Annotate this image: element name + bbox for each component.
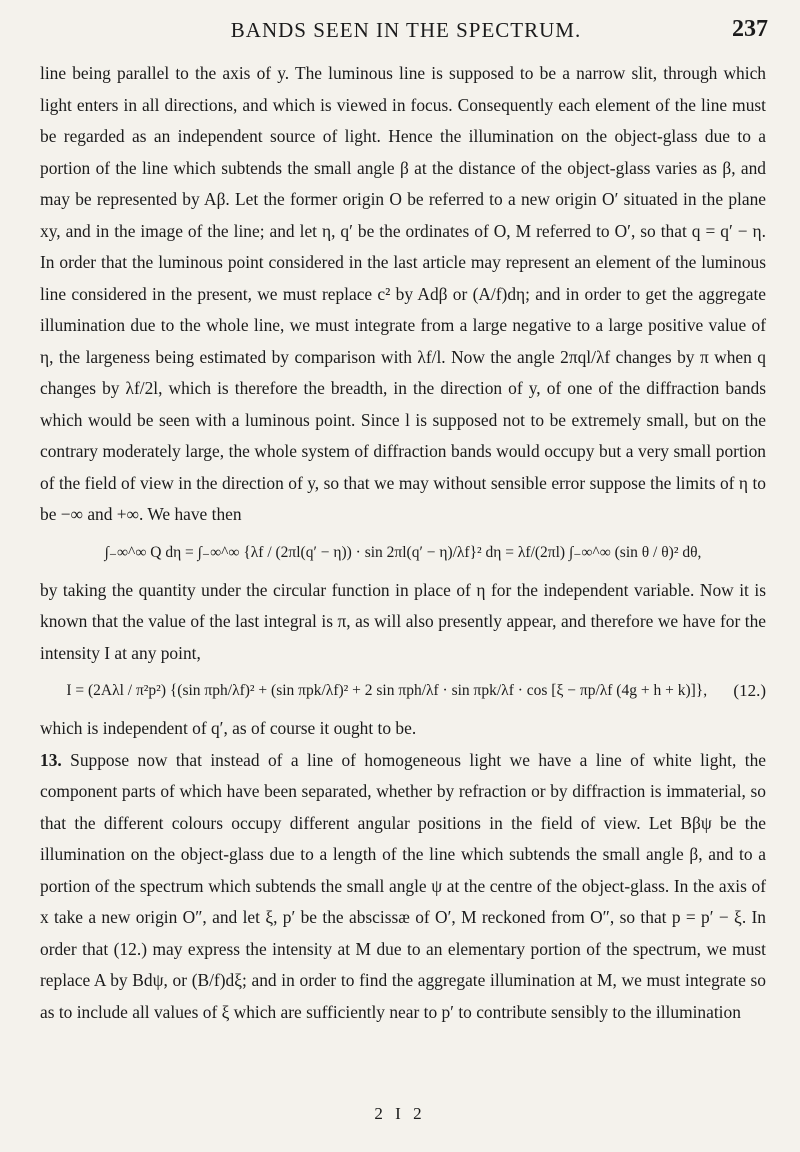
page-number: 237 [732, 16, 768, 42]
equation-number: (12.) [733, 681, 766, 700]
body-text [40, 58, 766, 1028]
section-number: 13. [40, 749, 62, 770]
running-title: BANDS SEEN IN THE SPECTRUM. [230, 18, 582, 42]
running-head [40, 16, 772, 46]
equation-intensity-body: I = (2Aλl / π²p²) {(sin πph/λf)² + (sin πpk/λf)² + 2 sin πph/λf · sin πpk/λf · cos [ξ − πp/λf (4g + h + k)]}, [66, 682, 708, 699]
equation-integral: ∫₋∞^∞ Q dη = ∫₋∞^∞ {λf / (2πl(q′ − η)) · sin 2πl(q′ − η)/λf}² dη = λf/(2πl) ∫₋∞^∞ (sin θ / θ)² dθ, [104, 543, 702, 561]
paragraph-1: line being parallel to the axis of y. The luminous line is supposed to be a narrow slit, through which light enters in all directions, and which is viewed in focus. Consequently each element of the line must be regarded as an independent source of light. Hence the illumination on the object-glass due to a portion of the line which subtends the small angle β at the distance of the object-glass varies as β, and may be represented by Aβ. Let the former origin O be referred to a new origin O′ situated in the plane xy, and in the image of the line; and let η, q′ be the ordinates of O, M referred to O′, so that q = q′ − η. In order that the luminous point considered in the last article may represent an element of the luminous line considered in the present, we must replace c² by Adβ or (A/f)dη; and in order to get the aggregate illumination due to the whole line, we must integrate from a large negative to a large positive value of η, the largeness being estimated by comparison with λf/l. Now the angle 2πql/λf changes by π when q changes by λf/2l, which is therefore the breadth, in the direction of y, of one of the diffraction bands which would be seen with a luminous point. Since l is supposed not to be extremely small, but on the contrary moderately large, the whole system of diffraction bands would occupy but a very small portion of the field of view in the direction of y, so that we may without sensible error suppose the limits of η to be −∞ and +∞. We have then [40, 63, 766, 524]
paragraph-4-text: Suppose now that instead of a line of homogeneous light we have a line of white light, the component parts of which have been separated, whether by refraction or by diffraction is immaterial, so that the different colours occupy different angular positions in the field of view. Let Bβψ be the illumination on the object-glass due to a length of the line which subtends the small angle β, and to a portion of the spectrum which subtends the small angle ψ at the centre of the object-glass. In the axis of x take a new origin O″, and let ξ, p′ be the abscissæ of O′, M reckoned from O″, so that p = p′ − ξ. In order that (12.) may express the intensity at M due to an elementary portion of the spectrum, we must replace A by Bdψ, or (B/f)dξ; and in order to find the aggregate illumination at M, we must integrate so as to include all values of ξ which are sufficiently near to p′ to contribute sensibly to the illumination [40, 749, 766, 1022]
equation-intensity [40, 671, 766, 711]
paragraph-2: by taking the quantity under the circular function in place of η for the independent variable. Now it is known that the value of the last integral is π, as will also presently appear, and therefore we have for the intensity I at any point, [40, 579, 766, 663]
paragraph-4 [40, 745, 766, 1029]
printer-signature: 2 I 2 [374, 1104, 426, 1123]
paragraph-3: which is independent of q′, as of course it ought to be. [40, 718, 417, 738]
